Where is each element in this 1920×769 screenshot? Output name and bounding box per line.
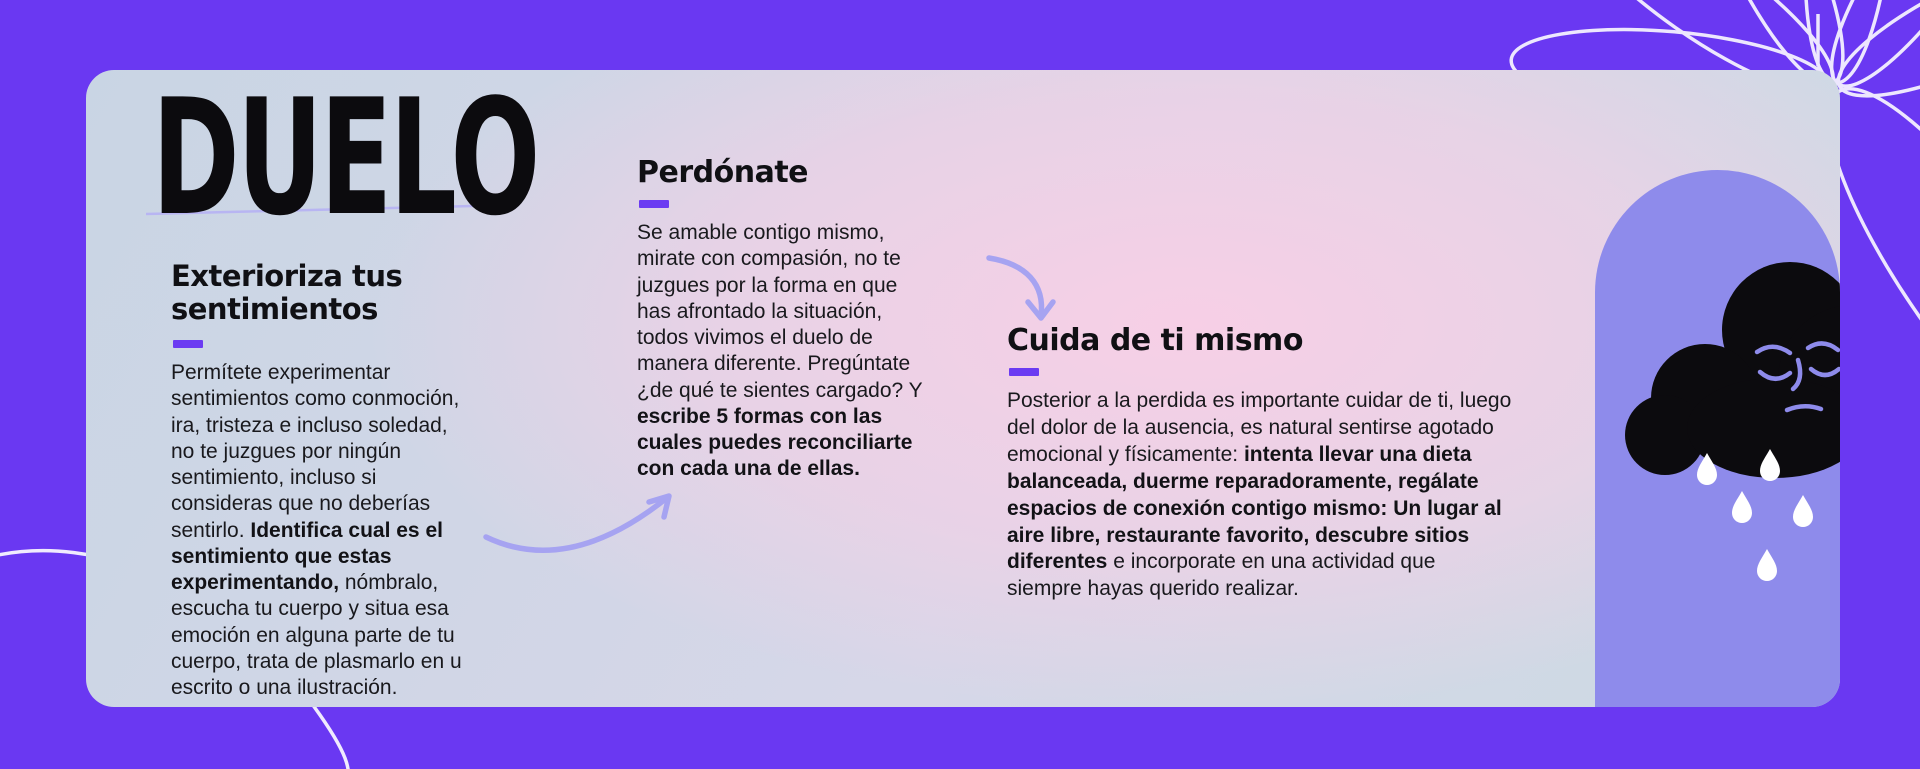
accent-bar xyxy=(1009,368,1039,376)
curved-arrow-icon xyxy=(476,475,686,565)
accent-bar xyxy=(639,200,669,208)
section-heading: Cuida de ti mismo xyxy=(1007,323,1303,358)
section-perdonate xyxy=(637,156,929,483)
section-body: Permítete experimentar sentimientos como conmoción, ira, tristeza e incluso soledad, no te juzgues por ningún sentimiento, incluso si consideras que no deberías sentirlo. Identifica cual es el sentimiento que estas experimentando, nómbralo, escucha tu cuerpo y situa esa emoción en alguna parte de tu cuerpo, trata de plasmarlo en u escrito o una ilustración. xyxy=(171,361,462,700)
sad-cloud-icon xyxy=(1595,170,1840,707)
section-heading: Perdónate xyxy=(637,155,809,190)
section-cuida xyxy=(1007,324,1512,603)
section-exterioriza xyxy=(171,260,471,701)
content-card xyxy=(86,70,1840,707)
sad-cloud-illustration xyxy=(1595,170,1840,707)
section-heading: Exterioriza tus sentimientos xyxy=(171,259,403,327)
section-body: Posterior a la perdida es importante cuidar de ti, luego del dolor de la ausencia, es natural sentirse agotado emocional y físicamente: intenta llevar una dieta balanceada, duerme reparadoramente, regálate espacios de conexión contigo mismo: Un lugar al aire libre, restaurante favorito, descubre sitios diferentes e incorporate en una actividad que siempre hayas querido realizar. xyxy=(1007,389,1512,601)
accent-bar xyxy=(173,340,203,348)
section-body: Se amable contigo mismo, mirate con compasión, no te juzgues por la forma en que has afrontado la situación, todos vivimos el duelo de manera diferente. Pregúntate ¿de qué te sientes cargado? Y escribe 5 formas con las cuales puedes reconciliarte con cada una de ellas. xyxy=(637,221,923,481)
curved-arrow-icon xyxy=(981,250,1061,330)
poster-title: DUELO xyxy=(152,70,538,251)
